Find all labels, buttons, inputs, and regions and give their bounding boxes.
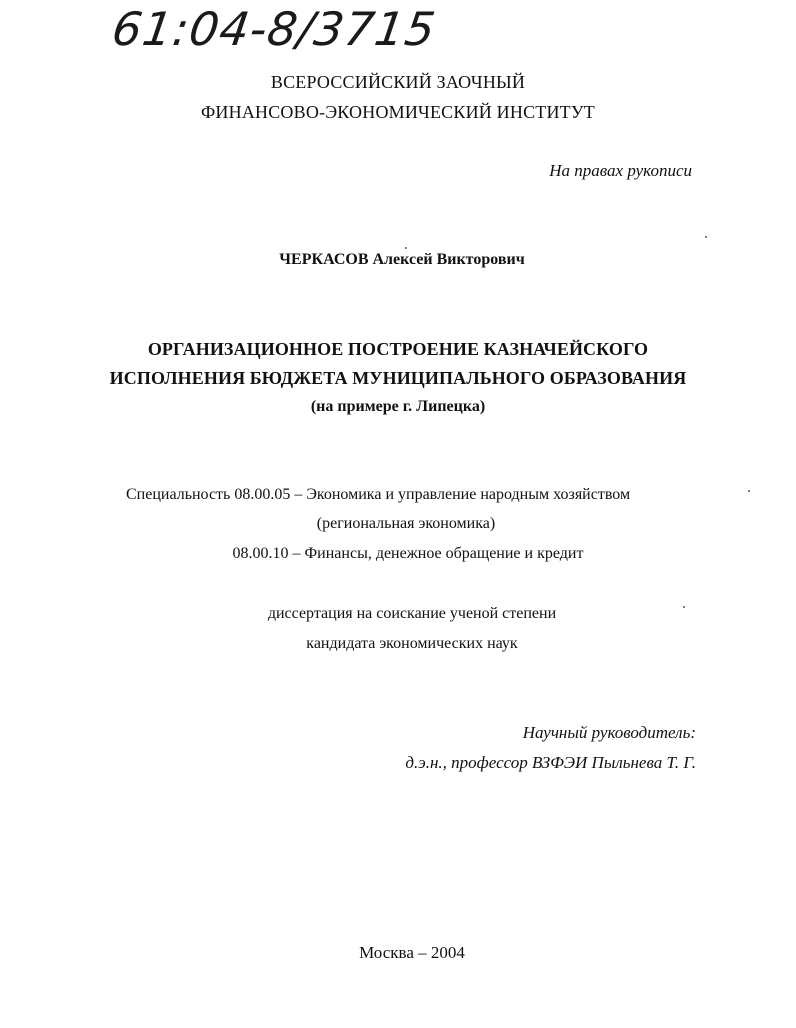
degree-line1: диссертация на соискание ученой степени xyxy=(267,605,557,622)
title-line1: ОРГАНИЗАЦИОННОЕ ПОСТРОЕНИЕ КАЗНАЧЕЙСКОГО xyxy=(147,339,649,359)
handwritten-archive-number: 61:04-8/3715 xyxy=(108,2,440,56)
place-and-year: Москва – 2004 xyxy=(359,943,465,962)
supervisor-label: Научный руководитель: xyxy=(522,723,696,742)
specialty-line1: Специальность 08.00.05 – Экономика и управление народным хозяйством xyxy=(126,486,631,503)
author-name: ЧЕРКАСОВ Алексей Викторович xyxy=(279,251,525,268)
scan-speck xyxy=(405,247,407,249)
institute-name-line2: ФИНАНСОВО-ЭКОНОМИЧЕСКИЙ ИНСТИТУТ xyxy=(201,102,595,122)
specialty-line3: 08.00.10 – Финансы, денежное обращение и кредит xyxy=(232,545,584,562)
scan-speck xyxy=(705,236,707,238)
supervisor-name: д.э.н., профессор ВЗФЭИ Пыльнева Т. Г. xyxy=(405,753,696,772)
scan-speck xyxy=(748,490,750,492)
title-line2: ИСПОЛНЕНИЯ БЮДЖЕТА МУНИЦИПАЛЬНОГО ОБРАЗОВАНИЯ xyxy=(109,368,687,388)
title-subtitle: (на примере г. Липецка) xyxy=(310,398,486,415)
degree-line2: кандидата экономических наук xyxy=(306,635,518,652)
rights-note: На правах рукописи xyxy=(549,161,692,180)
institute-name-line1: ВСЕРОССИЙСКИЙ ЗАОЧНЫЙ xyxy=(270,72,526,92)
specialty-line2: (региональная экономика) xyxy=(316,515,496,532)
scan-speck xyxy=(683,606,685,608)
